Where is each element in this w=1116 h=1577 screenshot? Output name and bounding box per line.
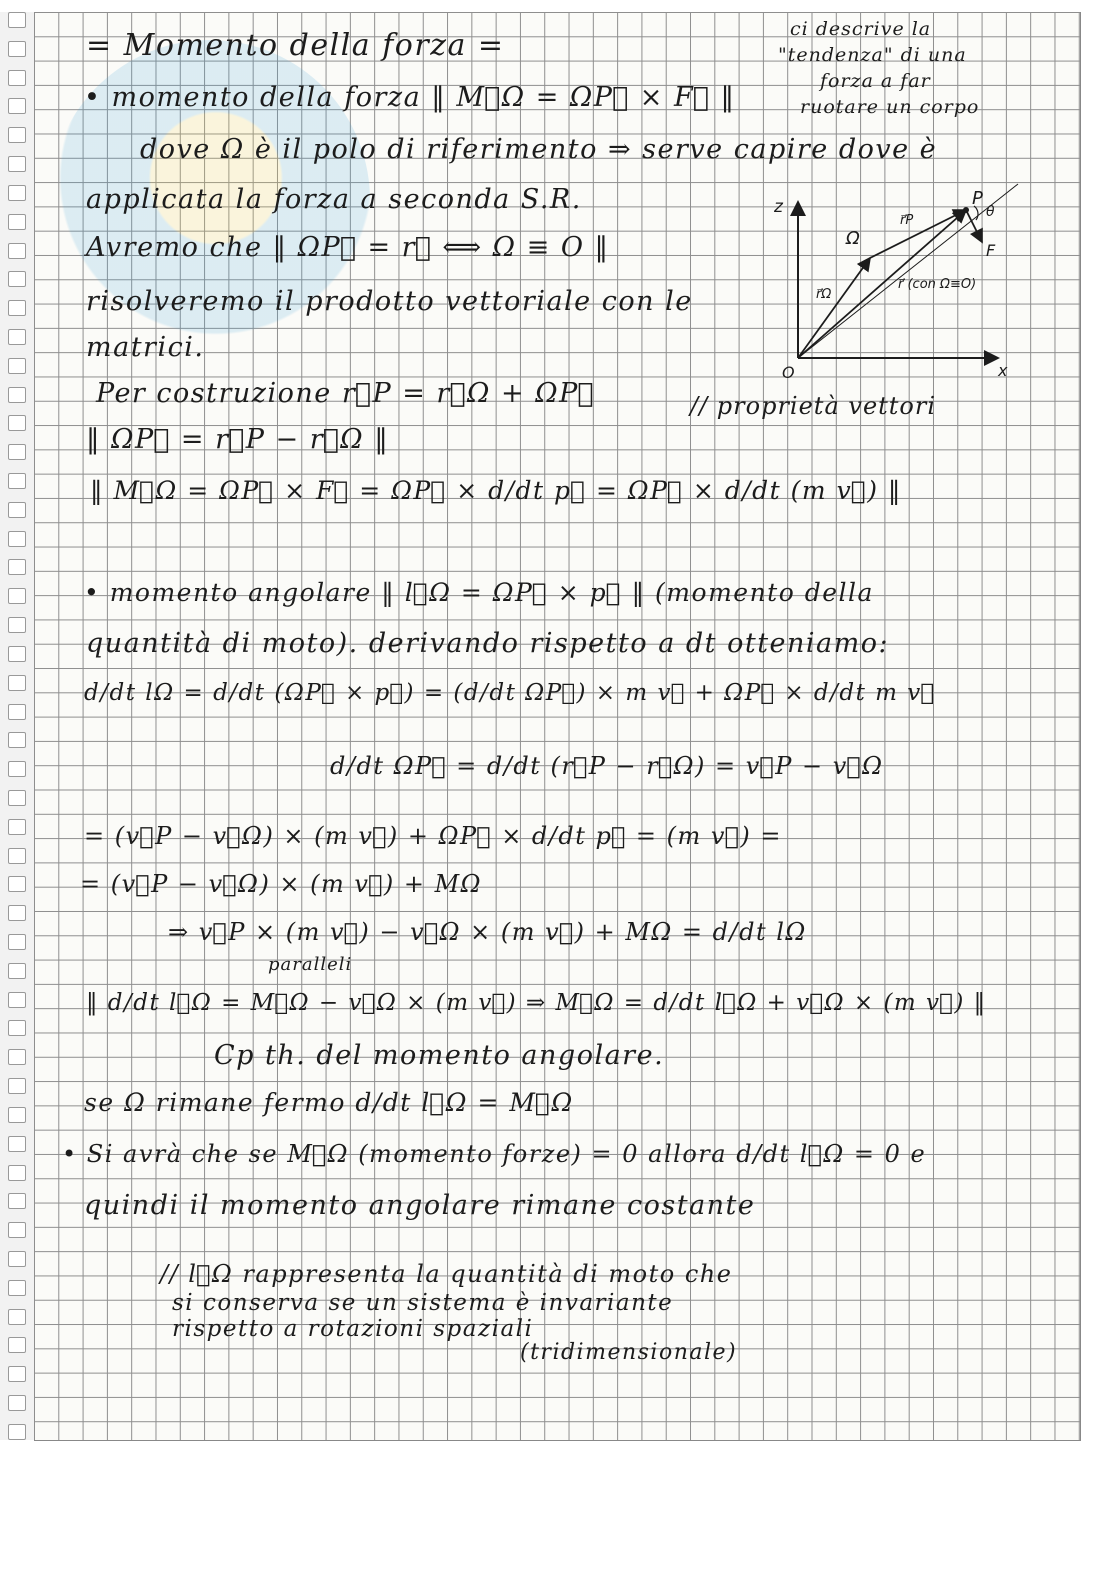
margin-note-line-3: forza a far — [820, 70, 931, 92]
pole-label: Ω — [846, 228, 860, 249]
text-line: quantità di moto). derivando rispetto a dt otteniamo: — [86, 628, 890, 659]
point-label: P — [972, 188, 983, 209]
note-line: (tridimensionale) — [520, 1340, 738, 1365]
z-axis-label: z — [774, 197, 783, 217]
notebook-binding-holes — [0, 12, 35, 1440]
note-line: rispetto a rotazioni spaziali — [172, 1316, 534, 1342]
boxed-formula: ‖ d/dt l⃗Ω = M⃗Ω − v⃗Ω × (m v⃗) ⇒ M⃗Ω = d/dt l⃗Ω + v⃗Ω × (m v⃗) ‖ — [86, 990, 987, 1016]
theorem-label: Cp th. del momento angolare. — [214, 1040, 665, 1071]
text-line: Avremo che ‖ ΩP⃗ = r⃗ ⟺ Ω ≡ O ‖ — [86, 232, 610, 263]
derivation-line: d/dt ΩP⃗ = d/dt (r⃗P − r⃗Ω) = v⃗P − v⃗Ω — [330, 752, 884, 780]
r-omega-label: r⃗Ω — [816, 287, 832, 302]
margin-note-line-1: ci descrive la — [790, 18, 932, 40]
text-line: • momento della forza ‖ M⃗Ω = ΩP⃗ × F⃗ ‖ — [84, 82, 736, 113]
margin-note-line-4: ruotare un corpo — [800, 96, 980, 118]
boxed-formula: ‖ M⃗Ω = ΩP⃗ × F⃗ = ΩP⃗ × d/dt p⃗ = ΩP⃗ × d/dt (m v⃗) ‖ — [90, 476, 902, 505]
note-line: si conserva se un sistema è invariante — [172, 1290, 674, 1316]
text-line: applicata la forza a seconda S.R. — [86, 184, 582, 215]
force-label: F — [986, 241, 996, 260]
text-line: se Ω rimane fermo d/dt l⃗Ω = M⃗Ω — [84, 1088, 574, 1117]
text-line: risolveremo il prodotto vettoriale con le — [86, 286, 693, 317]
margin-note-line-2: "tendenza" di una — [778, 44, 967, 66]
page-title: = Momento della forza = — [86, 28, 505, 63]
x-axis-label: x — [998, 361, 1008, 380]
text-line: matrici. — [86, 332, 205, 363]
text-line: dove Ω è il polo di riferimento ⇒ serve capire dove è — [140, 134, 938, 165]
r-label: r⃗ (con Ω≡O) — [898, 277, 977, 292]
text-line: quindi il momento angolare rimane costante — [84, 1190, 756, 1221]
derivation-line: = (v⃗P − v⃗Ω) × (m v⃗) + MΩ — [80, 870, 483, 898]
derivation-line: ⇒ v⃗P × (m v⃗) − v⃗Ω × (m v⃗) + MΩ = d/dt lΩ — [168, 918, 807, 946]
angle-label: θ — [986, 204, 995, 220]
text-line: • Si avrà che se M⃗Ω (momento forze) = 0 allora d/dt l⃗Ω = 0 e — [62, 1140, 927, 1168]
origin-label: O — [782, 363, 795, 382]
note-line: // l⃗Ω rappresenta la quantità di moto che — [160, 1260, 733, 1288]
r-omega-vector — [798, 258, 870, 358]
text-line: ‖ ΩP⃗ = r⃗P − r⃗Ω ‖ — [86, 424, 390, 455]
derivation-line: d/dt lΩ = d/dt (ΩP⃗ × p⃗) = (d/dt ΩP⃗) × m v⃗ + ΩP⃗ × d/dt m v⃗ — [84, 680, 936, 706]
derivation-line: = (v⃗P − v⃗Ω) × (m v⃗) + ΩP⃗ × d/dt p⃗ = (m v⃗) = — [84, 822, 782, 850]
rp-label: r⃗P — [900, 213, 914, 228]
vector-diagram — [760, 180, 1040, 390]
point-p — [963, 207, 969, 213]
side-comment: // proprietà vettori — [690, 392, 937, 420]
annotation-paralleli: paralleli — [268, 954, 353, 975]
line-of-action — [798, 184, 1018, 358]
omega-p-vector — [870, 210, 966, 258]
text-line: • momento angolare ‖ l⃗Ω = ΩP⃗ × p⃗ ‖ (momento della — [84, 578, 874, 607]
text-line: Per costruzione r⃗P = r⃗Ω + ΩP⃗ — [96, 378, 595, 409]
